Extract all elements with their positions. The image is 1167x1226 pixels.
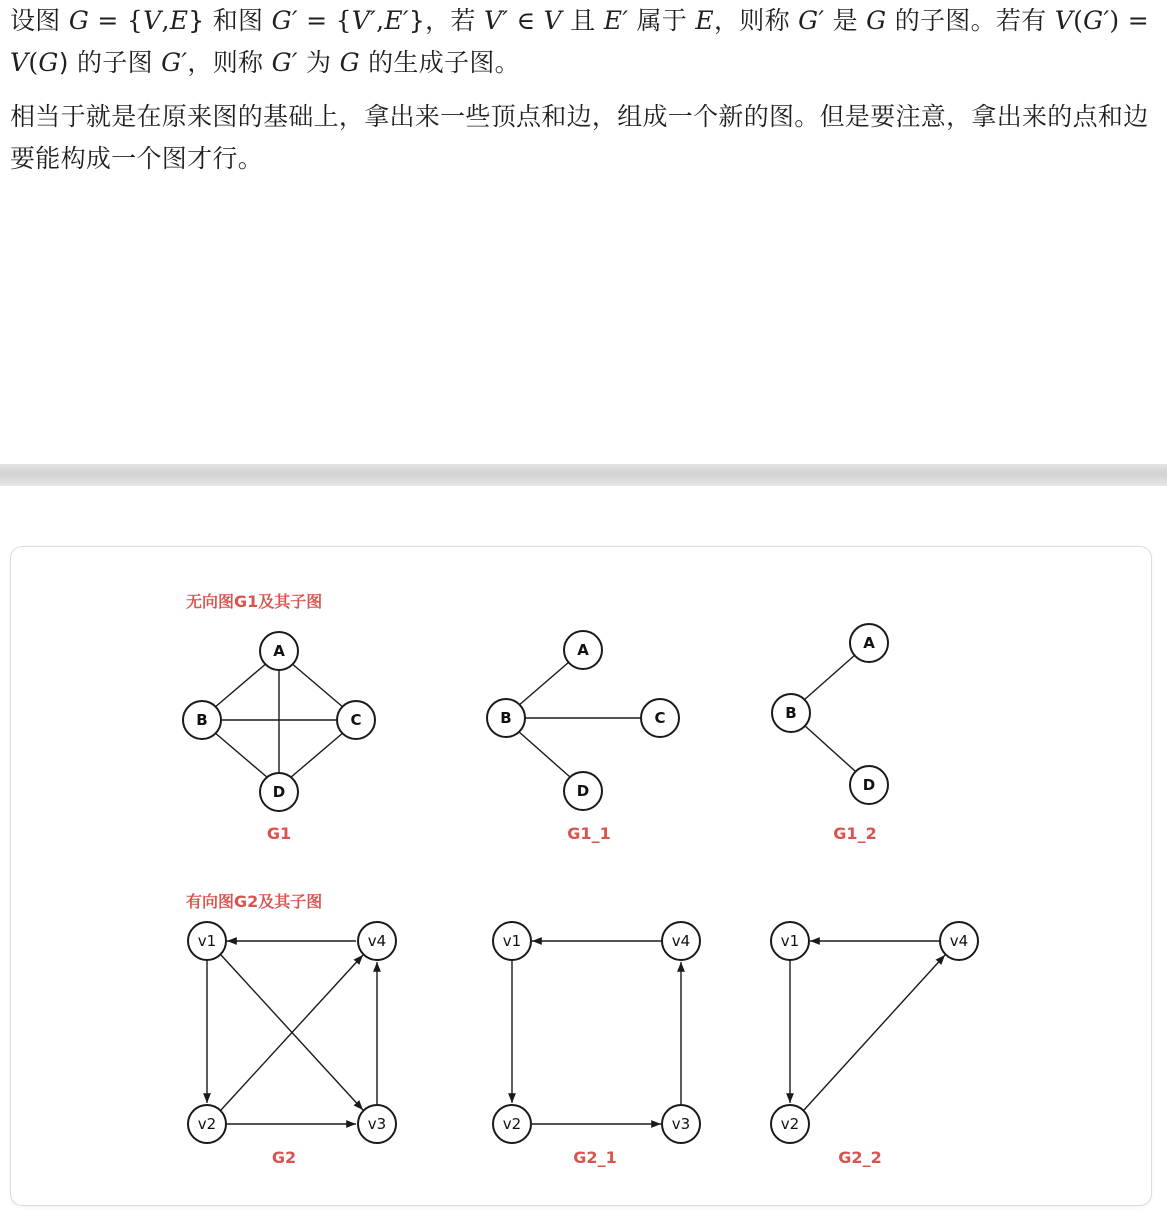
node-v1 bbox=[493, 922, 531, 960]
node-B bbox=[487, 699, 525, 737]
svg-text:v2: v2 bbox=[197, 1115, 217, 1133]
math-G-prime: G′ bbox=[271, 6, 298, 35]
definition-paragraph bbox=[10, 0, 1160, 84]
svg-text:D: D bbox=[576, 782, 590, 800]
caption-G2: G2 bbox=[271, 1148, 297, 1167]
node-v4 bbox=[940, 922, 978, 960]
math-V-prime-2: V′ bbox=[483, 6, 509, 35]
math-G-prime-2: G′ bbox=[798, 6, 825, 35]
math-G-3: G bbox=[38, 48, 59, 77]
def-text-15: ) = bbox=[1109, 6, 1149, 35]
def-text-11: ，则称 bbox=[713, 6, 799, 35]
def-text-9: 且 bbox=[561, 6, 604, 35]
def-text-6: , bbox=[376, 6, 385, 35]
node-v3 bbox=[662, 1105, 700, 1143]
svg-text:v4: v4 bbox=[671, 932, 691, 950]
math-E-prime: E′ bbox=[384, 6, 409, 35]
math-V: V bbox=[143, 6, 162, 35]
svg-text:v1: v1 bbox=[502, 932, 522, 950]
def-text-3: , bbox=[161, 6, 170, 35]
edge-B-D bbox=[518, 731, 570, 777]
svg-text:D: D bbox=[862, 776, 876, 794]
svg-text:v4: v4 bbox=[367, 932, 387, 950]
edge-C-D bbox=[290, 732, 344, 778]
math-E: E bbox=[169, 6, 189, 35]
svg-text:v1: v1 bbox=[197, 932, 217, 950]
node-v2 bbox=[188, 1105, 226, 1143]
def-text-5: = { bbox=[297, 6, 352, 35]
svg-text:A: A bbox=[863, 634, 875, 652]
svg-text:B: B bbox=[196, 711, 208, 729]
section-divider bbox=[0, 464, 1167, 486]
node-v2 bbox=[771, 1105, 809, 1143]
svg-text:A: A bbox=[273, 642, 285, 660]
caption-G2_1: G2_1 bbox=[573, 1148, 617, 1167]
figure-card bbox=[10, 546, 1152, 1206]
node-B bbox=[183, 701, 221, 739]
graph-G1_2 bbox=[772, 624, 888, 843]
edge-B-D bbox=[804, 725, 855, 771]
math-G-prime-3: G′ bbox=[1083, 6, 1110, 35]
svg-text:v3: v3 bbox=[367, 1115, 387, 1133]
edge-A-B bbox=[518, 662, 569, 706]
node-v2 bbox=[493, 1105, 531, 1143]
svg-text:C: C bbox=[654, 709, 666, 727]
math-G-4: G bbox=[339, 48, 360, 77]
edge-B-D bbox=[214, 732, 268, 778]
node-C bbox=[337, 701, 375, 739]
def-text-8: ∈ bbox=[508, 6, 544, 35]
def-text-19: 为 bbox=[297, 48, 340, 77]
text-content bbox=[10, 0, 1160, 180]
svg-text:v1: v1 bbox=[780, 932, 800, 950]
node-v4 bbox=[662, 922, 700, 960]
graph-figure bbox=[11, 547, 1151, 1205]
math-E-prime-2: E′ bbox=[603, 6, 629, 35]
def-text-12: 是 bbox=[824, 6, 867, 35]
def-text-18: ，则称 bbox=[187, 48, 272, 77]
node-A bbox=[260, 632, 298, 670]
svg-text:B: B bbox=[500, 709, 512, 727]
edge-A-B bbox=[214, 662, 268, 708]
edge-v2-v4 bbox=[804, 955, 945, 1110]
undirected-section-title: 无向图G1及其子图 bbox=[186, 592, 323, 611]
node-D bbox=[850, 766, 888, 804]
node-A bbox=[850, 624, 888, 662]
svg-text:B: B bbox=[785, 704, 797, 722]
math-G-prime-4: G′ bbox=[161, 48, 188, 77]
svg-text:v2: v2 bbox=[780, 1115, 800, 1133]
caption-G2_2: G2_2 bbox=[838, 1148, 882, 1167]
node-A bbox=[564, 631, 602, 669]
graph-G2_1 bbox=[493, 922, 700, 1167]
math-V-2: V bbox=[543, 6, 562, 35]
svg-text:v2: v2 bbox=[502, 1115, 522, 1133]
math-V-4: V bbox=[10, 48, 29, 77]
caption-G1_2: G1_2 bbox=[833, 824, 877, 843]
caption-G1: G1 bbox=[266, 824, 292, 843]
graph-G2 bbox=[188, 922, 396, 1167]
svg-text:v3: v3 bbox=[671, 1115, 691, 1133]
explanation-paragraph: 相当于就是在原来图的基础上，拿出来一些顶点和边，组成一个新的图。但是要注意，拿出来的点和边要能构成一个图才行。 bbox=[10, 102, 1149, 173]
math-V-prime: V′ bbox=[351, 6, 377, 35]
def-text-2: = { bbox=[89, 6, 144, 35]
def-text-4: } 和图 bbox=[188, 6, 272, 35]
node-D bbox=[260, 773, 298, 811]
svg-text:D: D bbox=[272, 783, 286, 801]
node-B bbox=[772, 694, 810, 732]
node-v4 bbox=[358, 922, 396, 960]
svg-text:v4: v4 bbox=[949, 932, 969, 950]
def-text-14: ( bbox=[1073, 6, 1084, 35]
node-D bbox=[564, 772, 602, 810]
node-C bbox=[641, 699, 679, 737]
graph-G1_1 bbox=[487, 631, 679, 843]
node-v1 bbox=[188, 922, 226, 960]
graph-G2_2 bbox=[771, 922, 978, 1167]
svg-text:A: A bbox=[577, 641, 589, 659]
node-v3 bbox=[358, 1105, 396, 1143]
math-V-3: V bbox=[1054, 6, 1074, 35]
svg-text:C: C bbox=[350, 711, 362, 729]
def-text-17: ) 的子图 bbox=[58, 48, 162, 77]
math-E-2: E bbox=[695, 6, 714, 35]
node-v1 bbox=[771, 922, 809, 960]
math-G-2: G bbox=[866, 6, 887, 35]
edge-A-C bbox=[290, 662, 344, 708]
caption-G1_1: G1_1 bbox=[567, 824, 611, 843]
def-text-13: 的子图。若有 bbox=[886, 6, 1055, 35]
def-text-20: 的生成子图。 bbox=[359, 48, 520, 77]
def-text-7: }，若 bbox=[408, 6, 484, 35]
def-text-1: 设图 bbox=[10, 6, 69, 35]
def-text-10: 属于 bbox=[628, 6, 696, 35]
edge-A-B bbox=[804, 655, 855, 700]
math-G: G bbox=[68, 6, 90, 35]
graph-G1 bbox=[183, 632, 375, 843]
def-text-16: ( bbox=[28, 48, 39, 77]
math-G-prime-5: G′ bbox=[271, 48, 298, 77]
directed-section-title: 有向图G2及其子图 bbox=[186, 892, 323, 911]
